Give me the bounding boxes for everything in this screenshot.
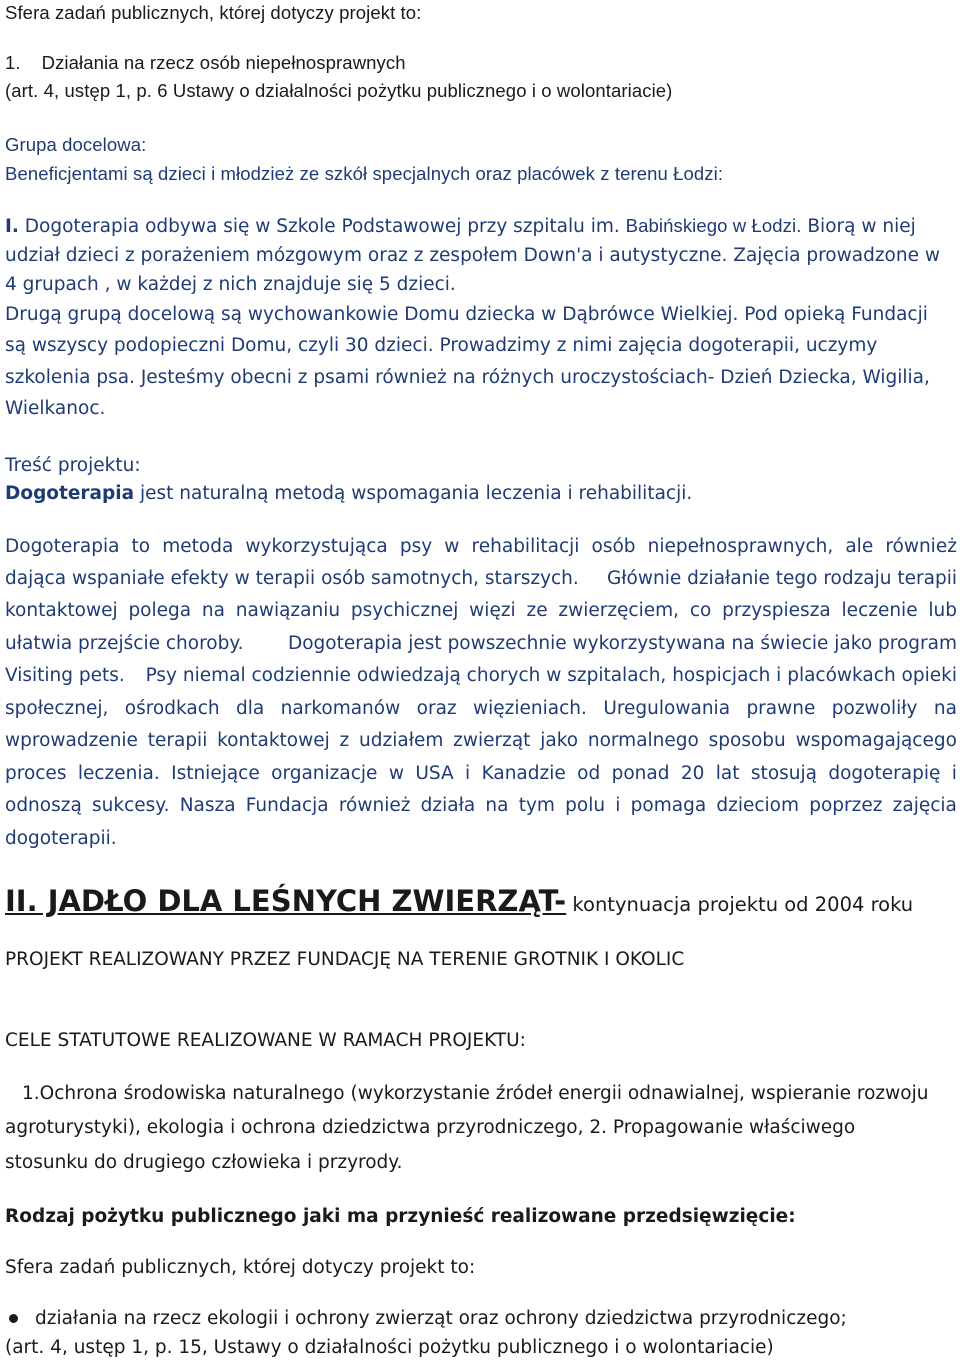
- paragraph-word: polega: [128, 600, 192, 621]
- paragraph-line: [5, 827, 117, 851]
- group1-text: szkolenia psa.: [5, 367, 135, 388]
- bullet-text: działania na rzecz ekologii i ochrony zwierząt oraz ochrony dziedzictwa przyrodniczego;: [35, 1308, 847, 1329]
- paragraph-word: sposobu: [708, 730, 786, 751]
- paragraph-word: i: [615, 795, 621, 816]
- paragraph-word: proces: [5, 763, 67, 784]
- paragraph-word: również: [338, 795, 411, 816]
- paragraph-word: Visiting pets.: [5, 665, 125, 686]
- paragraph-word: pomaga: [630, 795, 707, 816]
- paragraph-word: ze: [526, 600, 548, 621]
- list-item-text: Działania na rzecz osób niepełnosprawnych: [41, 52, 406, 73]
- target-group-text: Beneficjentami są dzieci i młodzież ze szkół specjalnych oraz placówek z terenu Łodzi:: [5, 163, 724, 184]
- paragraph-word: osób: [591, 536, 636, 557]
- group1-text: udział dzieci z porażeniem mózgowym oraz z zespołem Down'a i autystyczne.: [5, 245, 728, 266]
- paragraph-line: [5, 567, 957, 591]
- paragraph-word: zwierząt: [453, 730, 531, 751]
- paragraph-word: Psy niemal codziennie odwiedzają chorych w szpitalach, hospicjach i placówkach opieki: [145, 665, 957, 686]
- goals-line-2: agroturystyki), ekologia i ochrona dziedzictwa przyrodniczego, 2. Propagowanie właściwego: [5, 1117, 856, 1138]
- project-realized: PROJEKT REALIZOWANY PRZEZ FUNDACJĘ NA TERENIE GROTNIK I OKOLIC: [5, 949, 685, 970]
- paragraph-word: kontaktowej: [217, 730, 330, 751]
- paragraph-word: Istniejące: [171, 763, 260, 784]
- group1-line-2: [5, 244, 940, 268]
- section2-title-tail: kontynuacja projektu od 2004 roku: [566, 893, 914, 916]
- paragraph-word: zajęcia: [892, 795, 957, 816]
- paragraph-word: rehabilitacji: [471, 536, 580, 557]
- paragraph-word: kontaktowej: [5, 600, 118, 621]
- intro-bold: Dogoterapia: [5, 483, 135, 504]
- group1-line-3: 4 grupach , w każdej z nich znajduje się 5 dzieci.: [5, 274, 456, 295]
- paragraph-word: w: [444, 536, 460, 557]
- paragraph-word: w: [388, 763, 404, 784]
- paragraph-word: narkomanów: [280, 698, 401, 719]
- paragraph-word: i: [951, 763, 957, 784]
- paragraph-word: Nasza: [179, 795, 236, 816]
- group1-line-7: Wielkanoc.: [5, 398, 106, 419]
- content-heading: Treść projektu:: [5, 455, 141, 476]
- sphere-label: Sfera zadań publicznych, której dotyczy projekt to:: [5, 2, 422, 23]
- paragraph-line: [5, 697, 957, 721]
- paragraph-line: [5, 794, 957, 818]
- paragraph-word: zwierzęciem,: [558, 600, 680, 621]
- group1-line-4: [5, 303, 928, 327]
- paragraph-line: [5, 762, 957, 786]
- paragraph-word: lat: [715, 763, 740, 784]
- paragraph-line: [5, 535, 957, 559]
- paragraph-word: nawiązaniu: [235, 600, 341, 621]
- paragraph-line: [5, 599, 957, 623]
- section2-title-line: [5, 884, 913, 918]
- paragraph-word: tym: [518, 795, 555, 816]
- paragraph-word: odnoszą: [5, 795, 82, 816]
- group1-text: Pod opieką Fundacji: [744, 304, 928, 325]
- paragraph-word: również: [885, 536, 957, 557]
- content-intro: [5, 482, 692, 506]
- paragraph-word: jako: [540, 730, 579, 751]
- intro-rest: jest naturalną metodą wspomagania leczenia i rehabilitacji.: [134, 483, 693, 504]
- paragraph-word: wspomagającego: [795, 730, 957, 751]
- paragraph-word: na: [485, 795, 509, 816]
- paragraph-word: ułatwia przejście choroby.: [5, 633, 244, 654]
- paragraph-line: [5, 729, 957, 753]
- paragraph-word: leczenia.: [77, 763, 160, 784]
- paragraph-word: metoda: [162, 536, 234, 557]
- sphere-label-2: Sfera zadań publicznych, której dotyczy projekt to:: [5, 1257, 476, 1278]
- paragraph-word: więzi: [469, 600, 516, 621]
- section2-title: II. JADŁO DLA LEŚNYCH ZWIERZĄT-: [5, 884, 567, 918]
- benefit-heading: Rodzaj pożytku publicznego jaki ma przynieść realizowane przedsięwzięcie:: [5, 1206, 796, 1227]
- paragraph-word: dzieciom: [716, 795, 800, 816]
- paragraph-line: [5, 632, 957, 656]
- paragraph-word: pozwoliły: [831, 698, 918, 719]
- paragraph-word: co: [689, 600, 712, 621]
- paragraph-word: psy: [399, 536, 433, 557]
- paragraph-word: 20: [680, 763, 705, 784]
- paragraph-word: dająca wspaniałe efekty w terapii osób samotnych, starszych.: [5, 568, 579, 589]
- group1-line-6: [5, 366, 930, 390]
- paragraph-word: wprowadzenie: [5, 730, 138, 751]
- paragraph-word: niepełnosprawnych,: [647, 536, 834, 557]
- paragraph-word: Dogoterapia jest powszechnie wykorzystywana na świecie jako program: [287, 633, 957, 654]
- paragraph-word: więzieniach.: [473, 698, 587, 719]
- paragraph-word: stosują: [750, 763, 817, 784]
- target-group-heading: Grupa docelowa:: [5, 134, 147, 155]
- paragraph-word: leczenie: [841, 600, 918, 621]
- bullet-icon: [9, 1314, 18, 1323]
- paragraph-word: to: [131, 536, 151, 557]
- paragraph-word: z: [339, 730, 350, 751]
- paragraph-word: wykorzystująca: [245, 536, 388, 557]
- paragraph-word: Fundacja: [245, 795, 329, 816]
- paragraph-word: Głównie działanie tego rodzaju terapii: [606, 568, 957, 589]
- paragraph-word: psychicznej: [350, 600, 459, 621]
- roman-numeral: I.: [5, 216, 19, 237]
- paragraph-word: na: [933, 698, 957, 719]
- group1-text: Prowadzimy z nimi zajęcia dogoterapii, uczymy: [439, 335, 878, 356]
- paragraph-word: organizacje: [271, 763, 378, 784]
- paragraph-word: ale: [845, 536, 874, 557]
- paragraph-word: dogoterapii.: [5, 828, 117, 849]
- group1-text: Biorą w niej: [807, 216, 916, 237]
- list-item-1: [5, 51, 406, 75]
- paragraph-word: dla: [236, 698, 265, 719]
- paragraph-word: poprzez: [809, 795, 883, 816]
- paragraph-word: prawne: [746, 698, 816, 719]
- group1-text: Zajęcia prowadzone w: [733, 245, 940, 266]
- paragraph-word: ponad: [611, 763, 670, 784]
- paragraph-word: działa: [420, 795, 476, 816]
- paragraph-word: przyspiesza: [722, 600, 831, 621]
- group1-text-visible: Dogoterapia odbywa się w Szkole Podstawowej przy szpitalu im.: [18, 216, 620, 237]
- group1-text: są wszyscy podopieczni Domu, czyli 30 dzieci.: [5, 335, 434, 356]
- paragraph-word: lub: [928, 600, 957, 621]
- paragraph-word: społecznej,: [5, 698, 109, 719]
- paragraph-word: sukcesy.: [92, 795, 170, 816]
- paragraph-word: udziałem: [359, 730, 444, 751]
- goals-line-3: stosunku do drugiego człowieka i przyrody.: [5, 1152, 403, 1173]
- group1-text: Jesteśmy obecni z psami również na różnych uroczystościach- Dzień Dziecka, Wigilia,: [140, 367, 930, 388]
- paragraph-word: i: [465, 763, 471, 784]
- legal-reference-2: (art. 4, ustęp 1, p. 15, Ustawy o działalności pożytku publicznego i o wolontariacie): [5, 1337, 774, 1358]
- paragraph-word: terapii: [147, 730, 208, 751]
- list-item-number: 1.: [5, 52, 21, 73]
- paragraph-line: [5, 664, 957, 688]
- paragraph-word: oraz: [416, 698, 457, 719]
- paragraph-word: na: [201, 600, 225, 621]
- group1-line-5: [5, 334, 877, 358]
- paragraph-word: Dogoterapia: [5, 536, 120, 557]
- goals-heading: CELE STATUTOWE REALIZOWANE W RAMACH PROJEKTU:: [5, 1030, 526, 1051]
- paragraph-word: dogoterapię: [828, 763, 941, 784]
- paragraph-word: Uregulowania: [603, 698, 731, 719]
- legal-reference: (art. 4, ustęp 1, p. 6 Ustawy o działalności pożytku publicznego i o wolontariacie): [5, 80, 673, 101]
- paragraph-word: normalnego: [587, 730, 699, 751]
- paragraph-word: USA: [415, 763, 454, 784]
- paragraph-word: polu: [565, 795, 606, 816]
- paragraph-word: od: [577, 763, 601, 784]
- goals-line-1: 1.Ochrona środowiska naturalnego (wykorzystanie źródeł energii odnawialnej, wspieranie rozwoju: [22, 1083, 929, 1104]
- group1-text: Drugą grupą docelową są wychowankowie Domu dziecka w Dąbrówce Wielkiej.: [5, 304, 739, 325]
- group1-hospital: Babińskiego w Łodzi.: [625, 215, 802, 236]
- paragraph-word: Kanadzie: [481, 763, 566, 784]
- paragraph-word: ośrodkach: [124, 698, 220, 719]
- group1-line-1: [5, 214, 916, 239]
